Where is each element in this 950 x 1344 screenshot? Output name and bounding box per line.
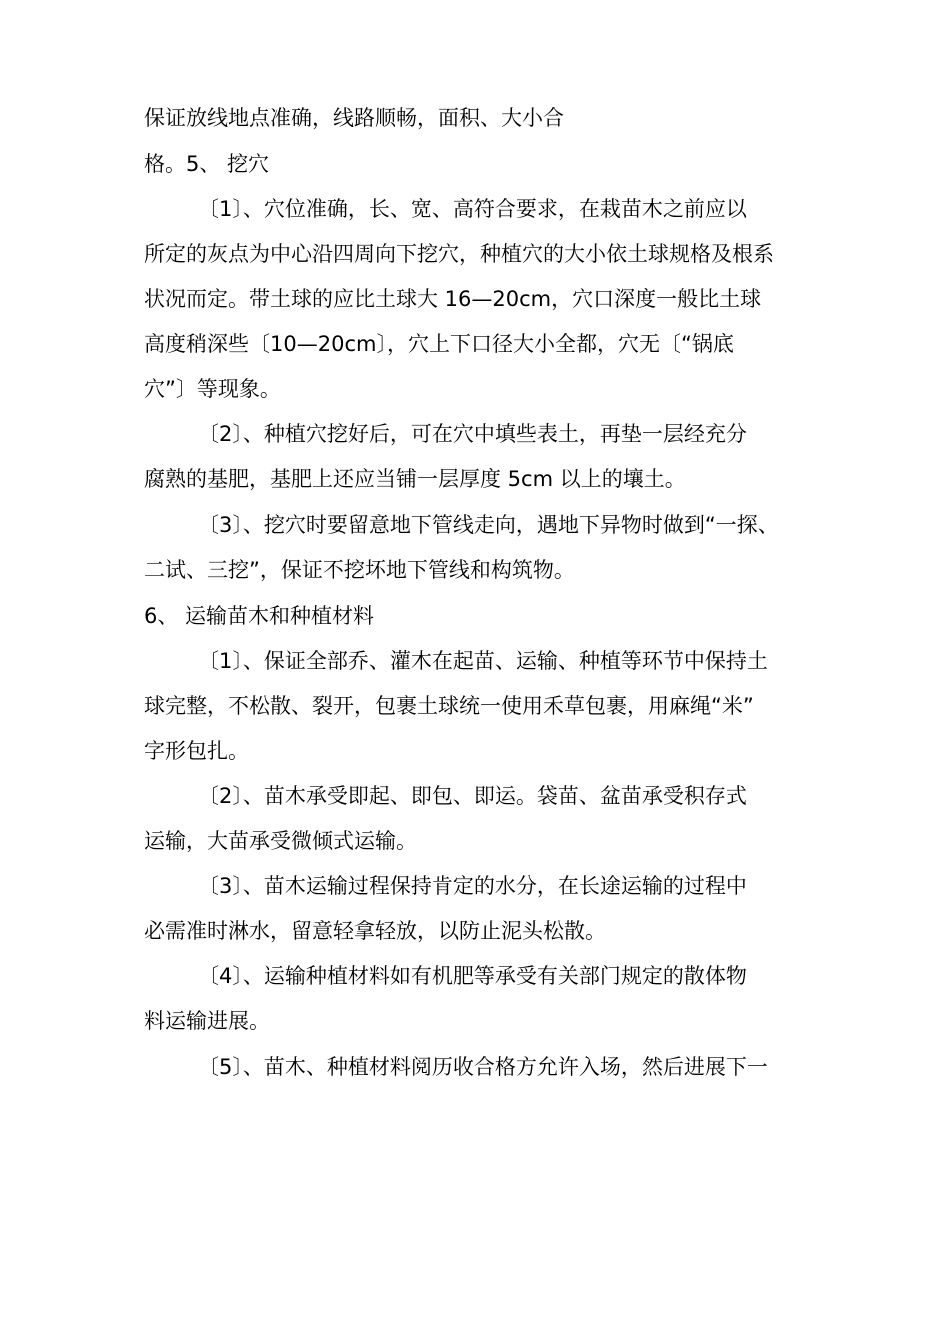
text-line: 〔1〕、穴位准确，长、宽、高符合要求，在栽苗木之前应以 bbox=[198, 197, 747, 221]
text-line: 球完整，不松散、裂开，包裹土球统一使用禾草包裹，用麻绳“米” bbox=[144, 694, 754, 718]
text-line: 字形包扎。 bbox=[144, 739, 249, 763]
text-line: 所定的灰点为中心沿四周向下挖穴，种植穴的大小依土球规格及根系 bbox=[144, 242, 774, 266]
text-line: 二试、三挖”，保证不挖坏地下管线和构筑物。 bbox=[144, 558, 575, 582]
text-line: 高度稍深些〔10—20cm〕，穴上下口径大小全都，穴无〔“锅底 bbox=[144, 332, 734, 356]
text-line: 〔1〕、保证全部乔、灌木在起苗、运输、种植等环节中保持土 bbox=[198, 649, 768, 673]
text-line: 〔3〕、苗木运输过程保持肯定的水分，在长途运输的过程中 bbox=[198, 874, 747, 898]
section-heading: 6、 运输苗木和种植材料 bbox=[144, 604, 375, 628]
text-line: 保证放线地点准确，线路顺畅，面积、大小合 bbox=[144, 106, 564, 130]
text-line: 状况而定。带土球的应比土球大 16—20cm，穴口深度一般比土球 bbox=[144, 287, 762, 311]
text-line: 〔2〕、苗木承受即起、即包、即运。袋苗、盆苗承受积存式 bbox=[198, 784, 747, 808]
text-line: 〔4〕、运输种植材料如有机肥等承受有关部门规定的散体物 bbox=[198, 964, 747, 988]
text-line: 〔3〕、挖穴时要留意地下管线走向，遇地下异物时做到“一探、 bbox=[198, 513, 779, 537]
text-line: 〔2〕、种植穴挖好后，可在穴中填些表土，再垫一层经充分 bbox=[198, 422, 747, 446]
text-line: 运输，大苗承受微倾式运输。 bbox=[144, 829, 417, 853]
text-line: 必需准时淋水，留意轻拿轻放，以防止泥头松散。 bbox=[144, 919, 606, 943]
text-line: 〔5〕、苗木、种植材料阅历收合格方允许入场，然后进展下一 bbox=[198, 1055, 768, 1079]
text-line: 腐熟的基肥，基肥上还应当铺一层厚度 5cm 以上的壤土。 bbox=[144, 467, 686, 491]
section-heading: 格。5、 挖穴 bbox=[144, 152, 270, 176]
text-line: 料运输进展。 bbox=[144, 1009, 270, 1033]
text-line: 穴”〕等现象。 bbox=[144, 377, 281, 401]
